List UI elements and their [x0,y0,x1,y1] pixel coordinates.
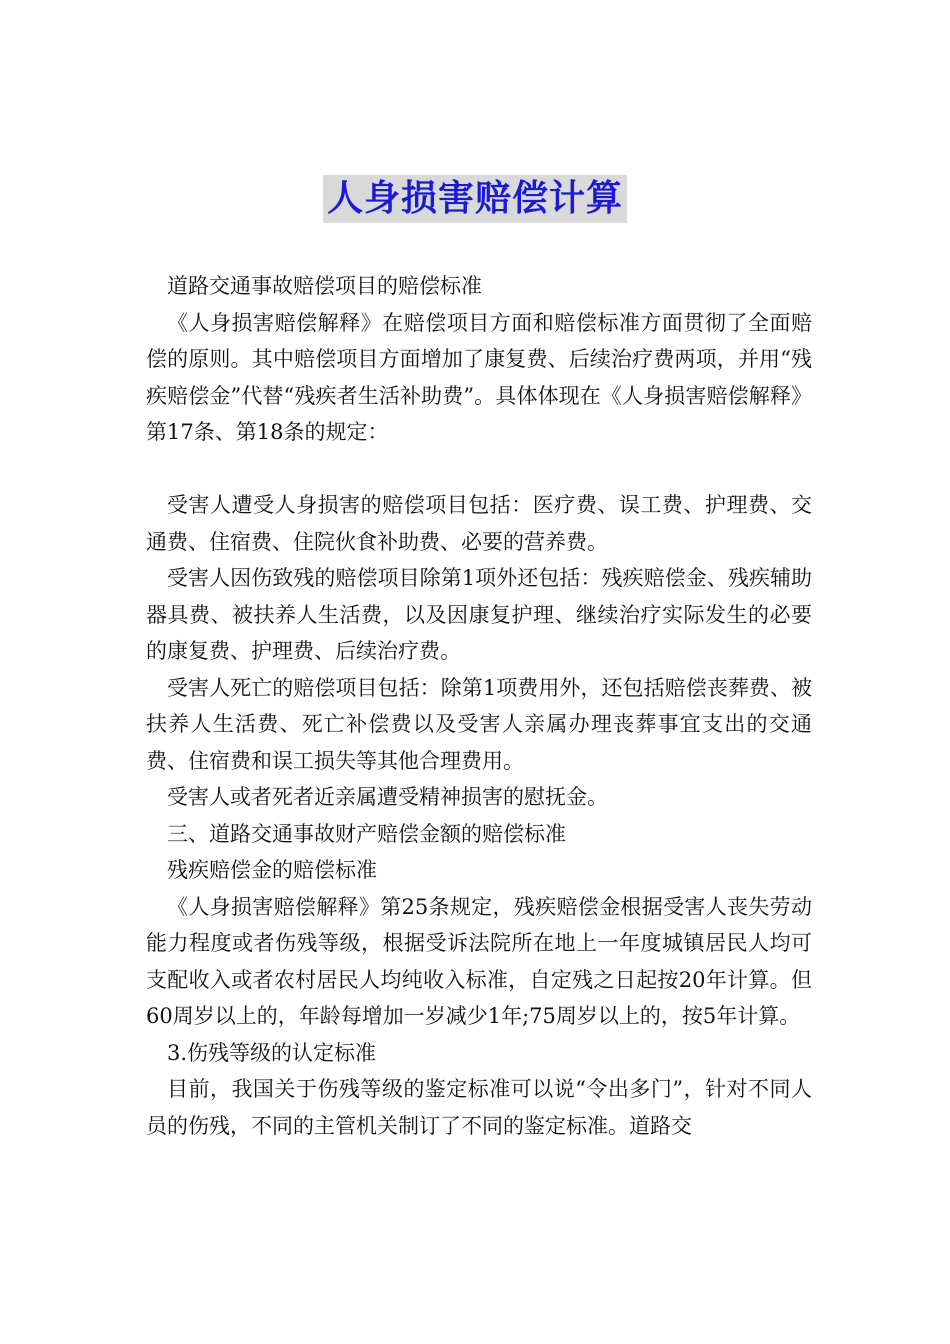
title-wrap [0,175,950,223]
paragraph-disability-items: 受害人因伤致残的赔偿项目除第1项外还包括：残疾赔偿金、残疾辅助器具费、被扶养人生活费，以及因康复护理、继续治疗实际发生的必要的康复费、护理费、后续治疗费。 [146,566,812,663]
paragraph-mental-damage: 受害人或者死者近亲属遭受精神损害的慰抚金。 [167,785,608,809]
paragraph-death-items: 受害人死亡的赔偿项目包括：除第1项费用外，还包括赔偿丧葬费、被扶养人生活费、死亡补偿费以及受害人亲属办理丧葬事宜支出的交通费、住宿费和误工损失等其他合理费用。 [146,675,812,773]
paragraph-grade-standard: 3.伤残等级的认定标准 [167,1040,377,1065]
blank-line [146,451,812,488]
paragraph-heading-items: 道路交通事故赔偿项目的赔偿标准 [167,274,482,298]
paragraph-interpretation-intro: 《人身损害赔偿解释》在赔偿项目方面和赔偿标准方面贯彻了全面赔偿的原则。其中赔偿项目方面增加了康复费、后续治疗费两项，并用“残疾赔偿金”代替“残疾者生活补助费”。具体体现在《人身损害赔偿解释》第17条、第18条的规定： [146,310,812,444]
paragraph-section-three: 三、道路交通事故财产赔偿金额的赔偿标准 [167,821,566,846]
paragraph-current-standards: 目前，我国关于伤残等级的鉴定标准可以说“令出多门”，针对不同人员的伤残，不同的主管机关制订了不同的鉴定标准。道路交 [146,1077,812,1138]
document-body [146,268,812,1144]
paragraph-injury-items: 受害人遭受人身损害的赔偿项目包括：医疗费、误工费、护理费、交通费、住宿费、住院伙食补助费、必要的营养费。 [146,493,812,554]
paragraph-article-25: 《人身损害赔偿解释》第25条规定，残疾赔偿金根据受害人丧失劳动能力程度或者伤残等级，根据受诉法院所在地上一年度城镇居民人均可支配收入或者农村居民人均纯收入标准，自定残之日起按20年计算。但60周岁以上的，年龄每增加一岁减少1年;75周岁以上的，按5年计算。 [146,894,812,1028]
paragraph-disability-standard: 残疾赔偿金的赔偿标准 [167,858,377,882]
document-title: 人身损害赔偿计算 [323,175,627,223]
